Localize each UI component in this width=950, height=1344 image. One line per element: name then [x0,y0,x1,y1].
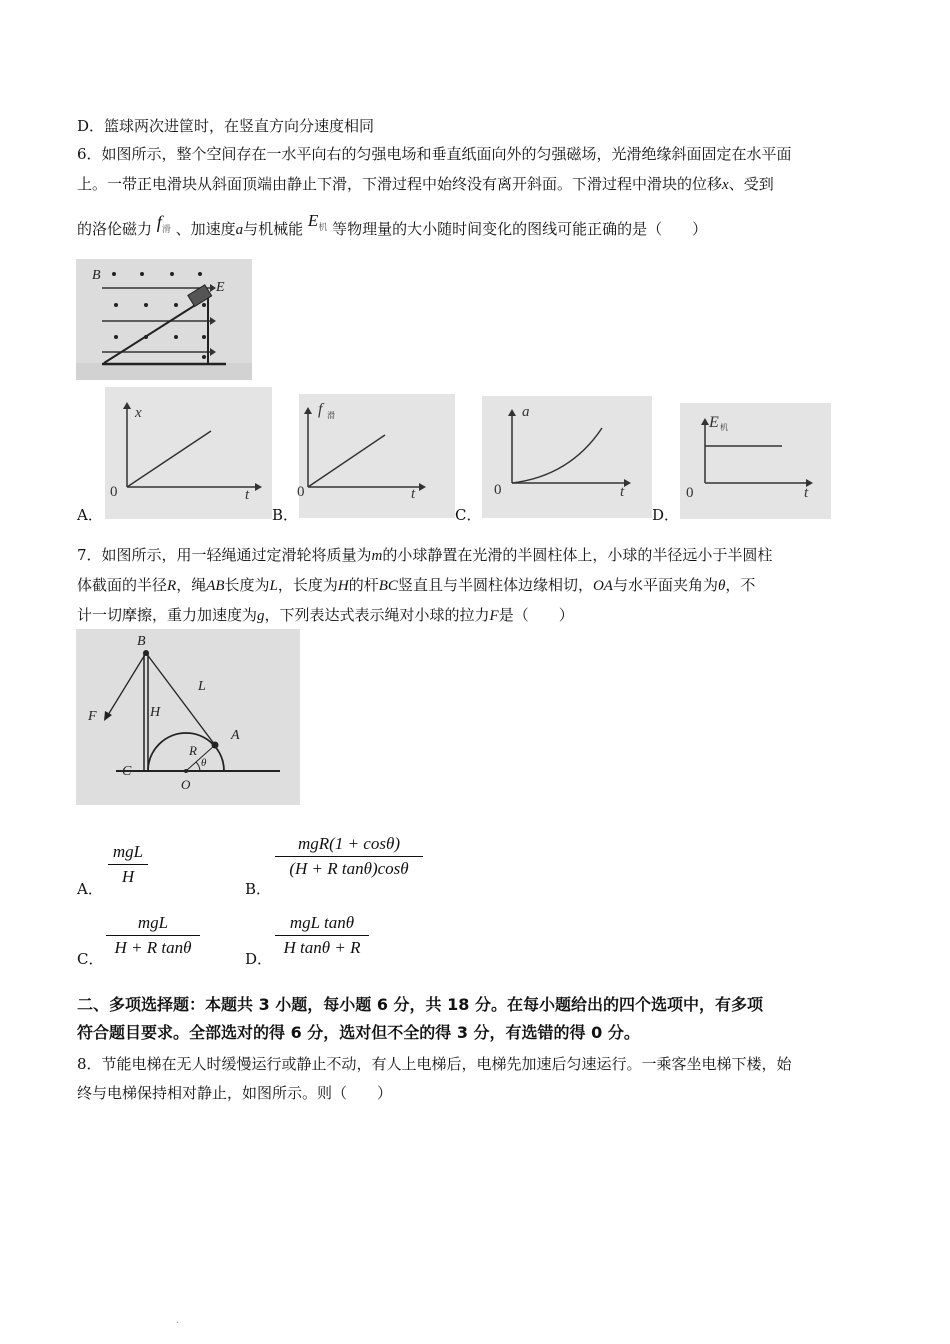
q7-option-b-label: B． [245,880,272,898]
q7-fig-label-theta: θ [201,757,207,769]
q6-graph-c [482,396,652,518]
q6-stem-line2: 上。一带正电滑块从斜面顶端由静止下滑，下滑过程中始终没有离开斜面。下滑过程中滑块的位移x、受到 [77,175,774,193]
q6-stem-line3: 的洛伦磁力 f滑 、加速度a与机械能 $E^机$ 等物理量的大小随时间变化的图线可能正确的是（ ） [77,211,708,238]
q7-stem-line3: 计一切摩擦，重力加速度为g，下列表达式表示绳对小球的拉力F是（ ） [77,606,574,624]
q6-graph-d [680,403,831,519]
graph-b-origin: 0 [297,484,305,500]
q7-option-d-label: D． [245,950,273,968]
section2-heading-line2: 符合题目要求。全部选对的得 6 分，选对但不全的得 3 分，有选错的得 0 分。 [77,1023,640,1042]
q6-stem-line1: 6．如图所示，整个空间存在一水平向右的匀强电场和垂直纸面向外的匀强磁场，光滑绝缘斜面固定在水平面 [77,145,792,163]
q7-option-c-formula: mgL H + R tanθ [106,911,200,960]
q7-option-b-formula: mgR(1 + cosθ) (H + R tanθ)cosθ [275,832,423,881]
graph-c-origin: 0 [494,482,502,498]
footer-mark: · [176,1318,180,1329]
q6-fig-label-e: E [216,280,225,295]
q7-fig-label-c: C [122,764,132,779]
q6-graph-b [299,394,455,518]
graph-d-y-sub: 机 [720,423,728,432]
q6-figure [76,259,252,380]
q6-fig-label-b: B [92,268,101,283]
q8-stem-line2: 终与电梯保持相对静止，如图所示。则（ ） [77,1084,393,1102]
q6-option-c-label: C． [455,506,482,524]
q7-stem-line1: 7．如图所示，用一轻绳通过定滑轮将质量为m的小球静置在光滑的半圆柱体上，小球的半径远小于半圆柱 [77,546,773,564]
q7-fig-label-r: R [189,743,197,758]
graph-a-x-label: t [245,487,250,503]
graph-c-x-label: t [620,484,625,500]
q7-fig-label-o: O [181,777,191,792]
q7-option-a-label: A． [77,880,103,898]
graph-d-y-label: E [709,414,719,431]
graph-c-y-label: a [522,404,530,420]
q6-option-a-label: A． [77,506,103,524]
q5-option-d: D．篮球两次进筐时，在竖直方向分速度相同 [77,117,375,135]
q7-fig-label-l: L [198,679,206,694]
q7-option-d-formula: mgL tanθ H tanθ + R [275,911,369,960]
graph-b-x-label: t [411,486,416,502]
q7-option-a-formula: mgL H [108,840,148,889]
graph-d-origin: 0 [686,485,694,501]
q6-option-b-label: B． [272,506,299,524]
graph-a-y-label: x [135,405,142,421]
graph-b-y-label: f [318,401,323,418]
graph-a-origin: 0 [110,484,118,500]
q7-figure [76,629,300,805]
q6-option-d-label: D． [652,506,680,524]
graph-b-y-sub: 滑 [327,411,335,420]
section2-heading-line1: 二、多项选择题：本题共 3 小题，每小题 6 分，共 18 分。在每小题给出的四个选项中，有多项 [77,995,763,1014]
graph-d-x-label: t [804,485,809,501]
q7-fig-label-a: A [231,728,240,743]
q7-stem-line2: 体截面的半径R，绳AB长度为L，长度为H的杆BC竖直且与半圆柱体边缘相切，OA与水平面夹角为θ，不 [77,576,756,594]
q7-fig-label-b: B [137,634,146,649]
q7-fig-label-h: H [150,705,161,720]
q7-option-c-label: C． [77,950,104,968]
q7-fig-label-f: F [88,709,97,724]
q8-stem-line1: 8．节能电梯在无人时缓慢运行或静止不动，有人上电梯后，电梯先加速后匀速运行。一乘客坐电梯下楼，始 [77,1055,792,1073]
q6-graph-a [105,387,272,519]
